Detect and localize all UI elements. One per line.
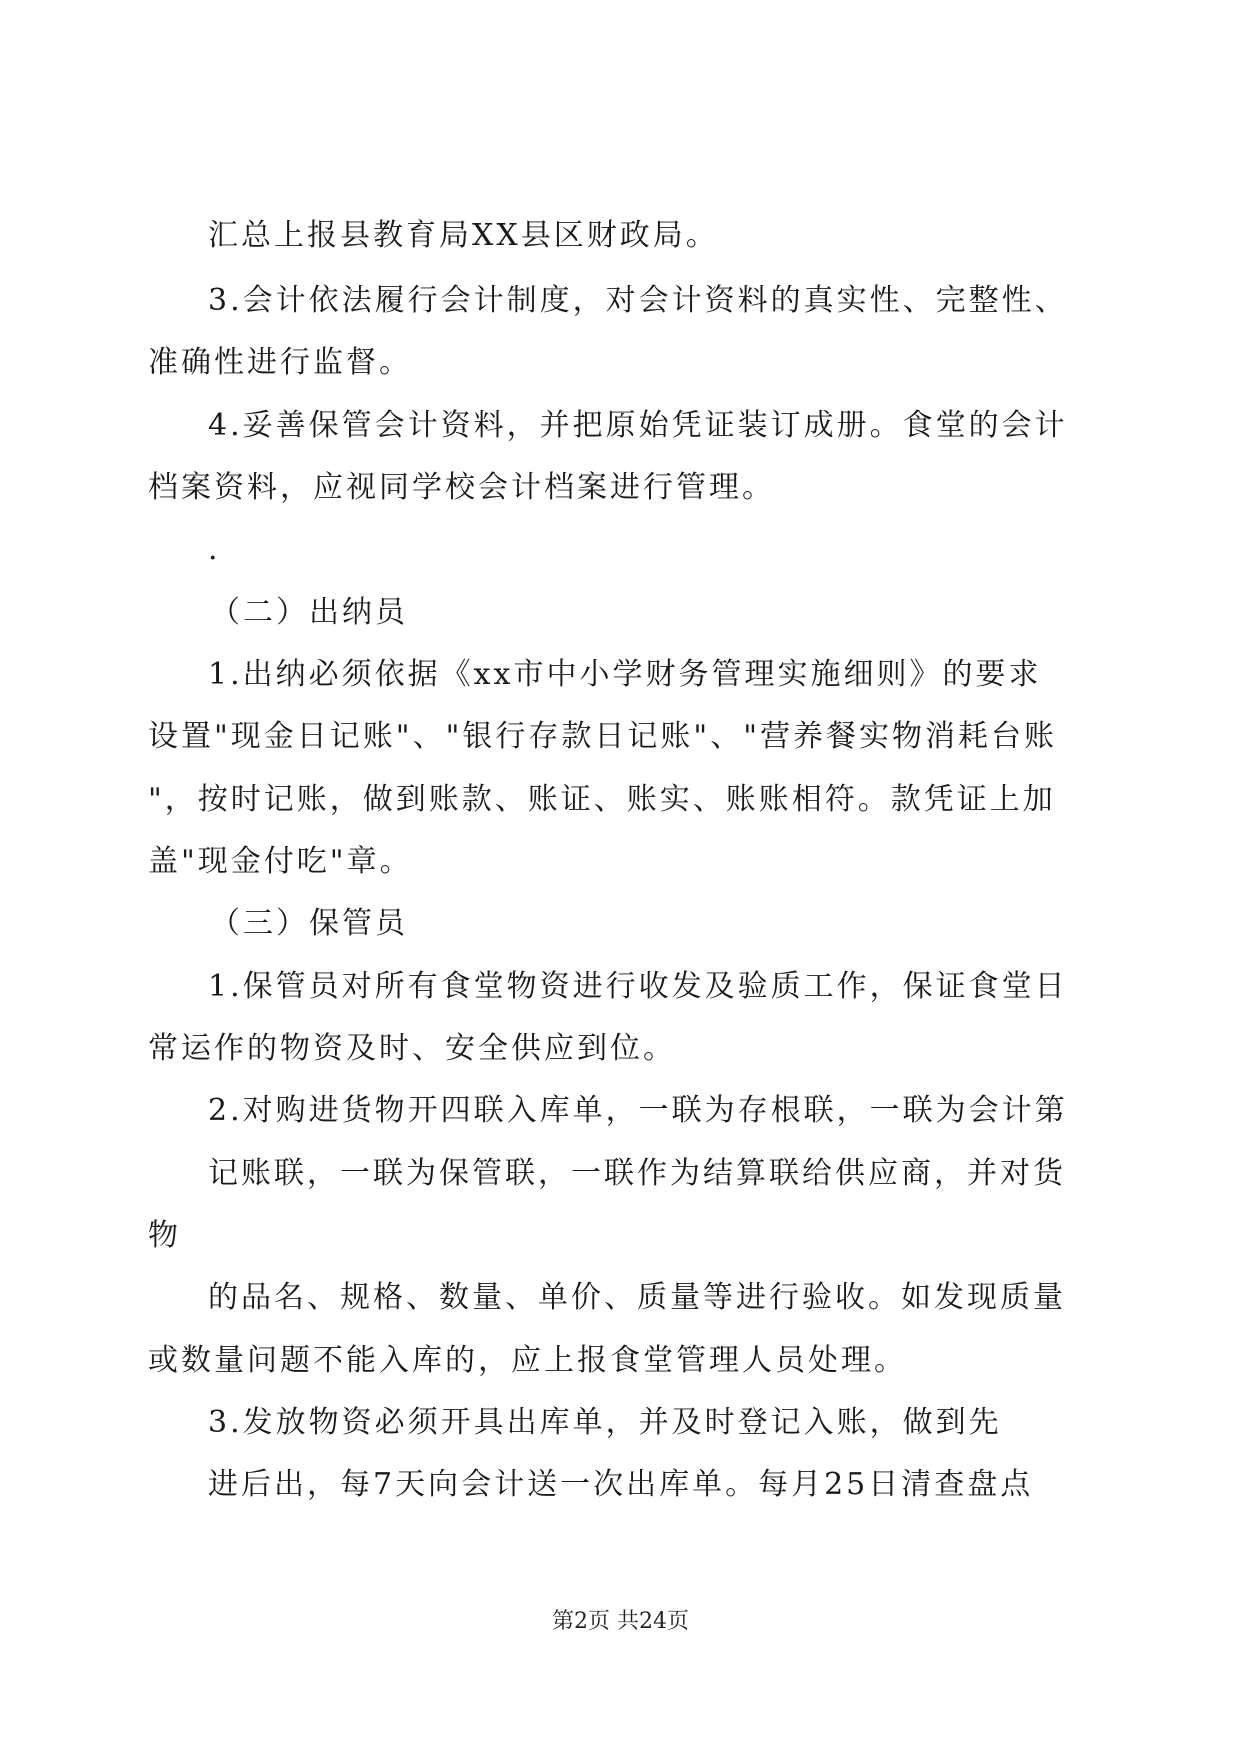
text-line: 4.妥善保管会计资料，并把原始凭证装订成册。食堂的会计 (208, 408, 1068, 443)
text-line: 或数量问题不能入库的，应上报食堂管理人员处理。 (148, 1343, 907, 1378)
text-line: 常运作的物资及时、安全供应到位。 (148, 1031, 676, 1066)
text-line: . (208, 532, 221, 567)
text-line: 准确性进行监督。 (148, 345, 412, 380)
text-line: 物 (148, 1218, 181, 1253)
text-line: 档案资料，应视同学校会计档案进行管理。 (148, 470, 775, 505)
section-heading: （二）出纳员 (210, 595, 408, 630)
text-line: 3.发放物资必须开具出库单，并及时登记入账，做到先 (208, 1405, 1002, 1440)
text-line: 1.出纳必须依据《xx市中小学财务管理实施细则》的要求 (208, 657, 1042, 692)
text-line: 汇总上报县教育局XX县区财政局。 (208, 218, 719, 253)
text-line: 盖"现金付吃"章。 (148, 844, 413, 879)
text-line: 1.保管员对所有食堂物资进行收发及验质工作，保证食堂日 (208, 969, 1068, 1004)
text-line: 记账联，一联为保管联，一联作为结算联给供应商，并对货 (208, 1156, 1066, 1191)
text-line: "，按时记账，做到账款、账证、账实、账账相符。款凭证上加 (148, 782, 1056, 817)
text-line: 进后出，每7天向会计送一次出库单。每月25日清查盘点 (208, 1467, 1034, 1502)
text-line: 2.对购进货物开四联入库单，一联为存根联，一联为会计第 (208, 1093, 1068, 1128)
text-line: 的品名、规格、数量、单价、质量等进行验收。如发现质量 (208, 1280, 1066, 1315)
page-footer: 第2页 共24页 (552, 1609, 689, 1634)
section-heading: （三）保管员 (210, 906, 408, 941)
text-line: 3.会计依法履行会计制度，对会计资料的真实性、完整性、 (208, 283, 1068, 318)
text-line: 设置"现金日记账"、"银行存款日记账"、"营养餐实物消耗台账 (148, 719, 1057, 754)
